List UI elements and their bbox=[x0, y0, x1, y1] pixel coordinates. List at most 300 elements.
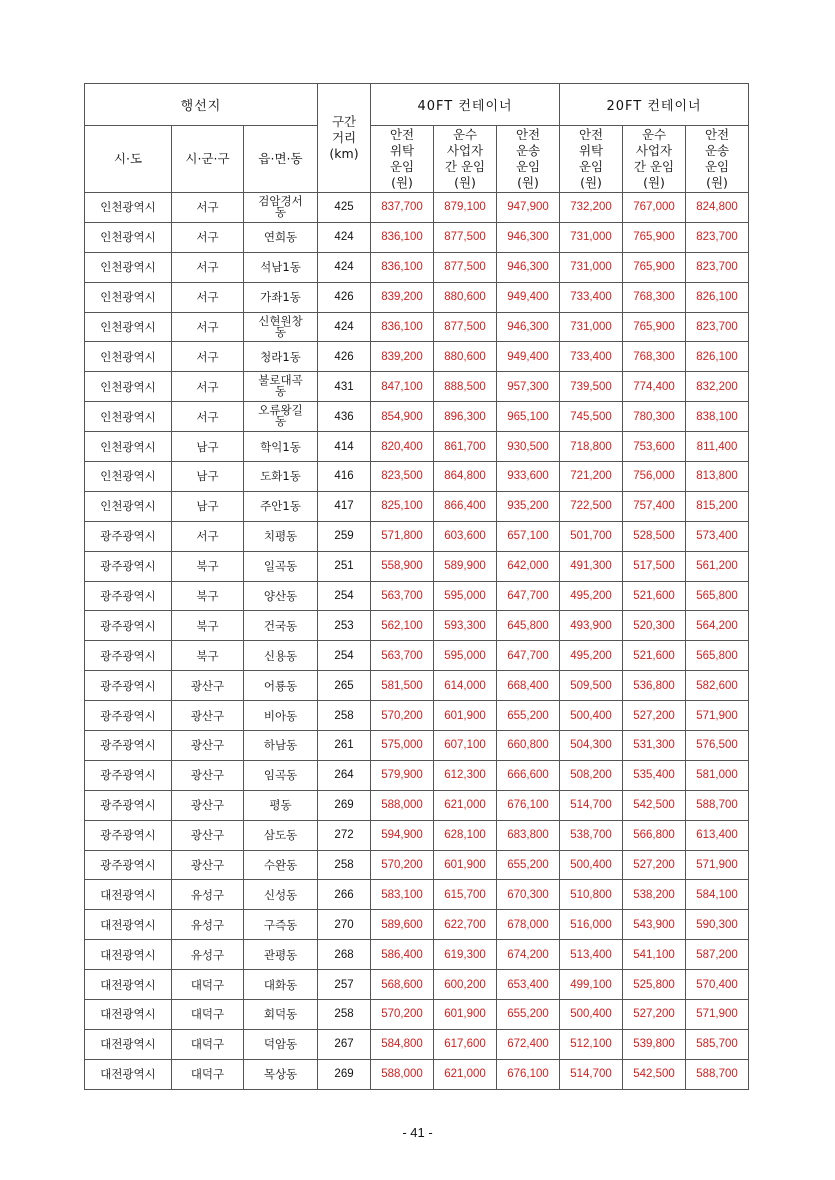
cell-sigungu: 서구 bbox=[172, 402, 244, 432]
cell-40ft-consign: 839,200 bbox=[371, 282, 434, 312]
table-row bbox=[85, 342, 749, 372]
header-40ft: 40FT 컨테이너 bbox=[371, 84, 560, 126]
cell-dong bbox=[244, 701, 318, 731]
cell-20ft-transport: 813,800 bbox=[686, 462, 749, 492]
header-40ft-transport-rate: 안전 운송 운임 (원) bbox=[497, 126, 560, 193]
table-row bbox=[85, 581, 749, 611]
cell-40ft-carrier: 880,600 bbox=[434, 342, 497, 372]
cell-sigungu: 서구 bbox=[172, 342, 244, 372]
cell-dong bbox=[244, 611, 318, 641]
cell-20ft-transport: 585,700 bbox=[686, 1029, 749, 1059]
cell-distance: 251 bbox=[318, 551, 371, 581]
cell-sigungu: 유성구 bbox=[172, 910, 244, 940]
cell-40ft-transport: 946,300 bbox=[497, 312, 560, 342]
cell-20ft-transport: 588,700 bbox=[686, 790, 749, 820]
cell-40ft-carrier: 621,000 bbox=[434, 790, 497, 820]
table-row bbox=[85, 611, 749, 641]
cell-40ft-carrier: 877,500 bbox=[434, 222, 497, 252]
cell-distance: 253 bbox=[318, 611, 371, 641]
cell-20ft-transport: 561,200 bbox=[686, 551, 749, 581]
cell-dong bbox=[244, 581, 318, 611]
table-row bbox=[85, 521, 749, 551]
cell-dong bbox=[244, 880, 318, 910]
cell-40ft-carrier: 612,300 bbox=[434, 760, 497, 790]
dong-name: 신성동 bbox=[263, 887, 298, 902]
cell-20ft-consign: 514,700 bbox=[560, 1059, 623, 1089]
cell-40ft-carrier: 864,800 bbox=[434, 462, 497, 492]
cell-40ft-carrier: 879,100 bbox=[434, 193, 497, 223]
cell-sigungu: 북구 bbox=[172, 581, 244, 611]
cell-20ft-transport: 581,000 bbox=[686, 760, 749, 790]
cell-distance: 431 bbox=[318, 372, 371, 402]
header-40ft-consign-rate: 안전 위탁 운임 (원) bbox=[371, 126, 434, 193]
cell-20ft-transport: 613,400 bbox=[686, 820, 749, 850]
table-row bbox=[85, 491, 749, 521]
cell-sigungu: 남구 bbox=[172, 432, 244, 462]
cell-20ft-transport: 587,200 bbox=[686, 940, 749, 970]
cell-20ft-carrier: 528,500 bbox=[623, 521, 686, 551]
cell-40ft-consign: 586,400 bbox=[371, 940, 434, 970]
cell-40ft-transport: 676,100 bbox=[497, 1059, 560, 1089]
dong-name: 임곡동 bbox=[263, 768, 298, 783]
table-row bbox=[85, 880, 749, 910]
cell-20ft-carrier: 774,400 bbox=[623, 372, 686, 402]
cell-sigungu: 대덕구 bbox=[172, 970, 244, 1000]
cell-40ft-consign: 836,100 bbox=[371, 312, 434, 342]
cell-sigungu: 서구 bbox=[172, 312, 244, 342]
dong-name: 불로대곡 동 bbox=[258, 373, 303, 399]
cell-40ft-carrier: 877,500 bbox=[434, 252, 497, 282]
cell-40ft-carrier: 861,700 bbox=[434, 432, 497, 462]
cell-sigungu: 서구 bbox=[172, 252, 244, 282]
cell-sido: 인천광역시 bbox=[85, 222, 172, 252]
cell-20ft-carrier: 566,800 bbox=[623, 820, 686, 850]
cell-sigungu: 유성구 bbox=[172, 940, 244, 970]
cell-sido: 인천광역시 bbox=[85, 402, 172, 432]
cell-dong bbox=[244, 850, 318, 880]
cell-20ft-consign: 495,200 bbox=[560, 581, 623, 611]
cell-sido: 광주광역시 bbox=[85, 701, 172, 731]
cell-distance: 424 bbox=[318, 312, 371, 342]
cell-40ft-carrier: 877,500 bbox=[434, 312, 497, 342]
cell-20ft-carrier: 527,200 bbox=[623, 850, 686, 880]
table-row bbox=[85, 671, 749, 701]
dong-name: 덕암동 bbox=[263, 1037, 298, 1052]
cell-dong bbox=[244, 193, 318, 223]
cell-40ft-carrier: 628,100 bbox=[434, 820, 497, 850]
cell-dong bbox=[244, 910, 318, 940]
cell-dong bbox=[244, 491, 318, 521]
dong-name: 수완동 bbox=[263, 858, 298, 873]
header-sigungu: 시·군·구 bbox=[172, 126, 244, 193]
cell-40ft-transport: 657,100 bbox=[497, 521, 560, 551]
cell-sigungu: 북구 bbox=[172, 641, 244, 671]
cell-40ft-consign: 854,900 bbox=[371, 402, 434, 432]
cell-sido: 광주광역시 bbox=[85, 760, 172, 790]
cell-20ft-carrier: 768,300 bbox=[623, 282, 686, 312]
cell-20ft-consign: 732,200 bbox=[560, 193, 623, 223]
dong-name: 목상동 bbox=[263, 1067, 298, 1082]
cell-distance: 424 bbox=[318, 252, 371, 282]
cell-dong bbox=[244, 820, 318, 850]
cell-sido: 광주광역시 bbox=[85, 641, 172, 671]
cell-sigungu: 남구 bbox=[172, 491, 244, 521]
cell-40ft-carrier: 601,900 bbox=[434, 701, 497, 731]
cell-40ft-consign: 568,600 bbox=[371, 970, 434, 1000]
cell-distance: 258 bbox=[318, 701, 371, 731]
cell-20ft-carrier: 531,300 bbox=[623, 731, 686, 761]
cell-40ft-consign: 588,000 bbox=[371, 790, 434, 820]
cell-20ft-carrier: 541,100 bbox=[623, 940, 686, 970]
cell-40ft-carrier: 621,000 bbox=[434, 1059, 497, 1089]
table-row bbox=[85, 760, 749, 790]
cell-sido: 인천광역시 bbox=[85, 432, 172, 462]
cell-20ft-transport: 584,100 bbox=[686, 880, 749, 910]
cell-20ft-carrier: 536,800 bbox=[623, 671, 686, 701]
cell-40ft-transport: 674,200 bbox=[497, 940, 560, 970]
cell-20ft-consign: 491,300 bbox=[560, 551, 623, 581]
cell-20ft-consign: 499,100 bbox=[560, 970, 623, 1000]
cell-sigungu: 남구 bbox=[172, 462, 244, 492]
cell-40ft-consign: 584,800 bbox=[371, 1029, 434, 1059]
cell-20ft-carrier: 765,900 bbox=[623, 222, 686, 252]
cell-dong bbox=[244, 1000, 318, 1030]
cell-20ft-carrier: 768,300 bbox=[623, 342, 686, 372]
cell-sigungu: 대덕구 bbox=[172, 1029, 244, 1059]
header-sido: 시·도 bbox=[85, 126, 172, 193]
cell-sido: 광주광역시 bbox=[85, 850, 172, 880]
cell-dong bbox=[244, 760, 318, 790]
cell-sigungu: 북구 bbox=[172, 551, 244, 581]
cell-20ft-transport: 826,100 bbox=[686, 282, 749, 312]
cell-20ft-consign: 538,700 bbox=[560, 820, 623, 850]
cell-sigungu: 서구 bbox=[172, 372, 244, 402]
cell-20ft-carrier: 527,200 bbox=[623, 701, 686, 731]
table-row bbox=[85, 970, 749, 1000]
cell-40ft-carrier: 622,700 bbox=[434, 910, 497, 940]
cell-20ft-consign: 500,400 bbox=[560, 701, 623, 731]
dong-name: 건국동 bbox=[263, 618, 298, 633]
dong-name: 도화1동 bbox=[260, 469, 301, 484]
cell-40ft-consign: 563,700 bbox=[371, 641, 434, 671]
cell-sigungu: 광산구 bbox=[172, 701, 244, 731]
cell-sigungu: 서구 bbox=[172, 521, 244, 551]
cell-distance: 266 bbox=[318, 880, 371, 910]
cell-40ft-transport: 947,900 bbox=[497, 193, 560, 223]
cell-20ft-transport: 564,200 bbox=[686, 611, 749, 641]
cell-40ft-carrier: 600,200 bbox=[434, 970, 497, 1000]
cell-sigungu: 대덕구 bbox=[172, 1059, 244, 1089]
cell-dong bbox=[244, 1029, 318, 1059]
cell-sido: 광주광역시 bbox=[85, 820, 172, 850]
cell-40ft-carrier: 601,900 bbox=[434, 1000, 497, 1030]
cell-40ft-consign: 820,400 bbox=[371, 432, 434, 462]
cell-40ft-transport: 930,500 bbox=[497, 432, 560, 462]
table-row bbox=[85, 312, 749, 342]
cell-20ft-carrier: 521,600 bbox=[623, 641, 686, 671]
cell-sido: 인천광역시 bbox=[85, 372, 172, 402]
cell-40ft-transport: 683,800 bbox=[497, 820, 560, 850]
cell-40ft-consign: 825,100 bbox=[371, 491, 434, 521]
cell-40ft-carrier: 615,700 bbox=[434, 880, 497, 910]
cell-sido: 인천광역시 bbox=[85, 491, 172, 521]
cell-distance: 254 bbox=[318, 641, 371, 671]
cell-distance: 267 bbox=[318, 1029, 371, 1059]
cell-sido: 인천광역시 bbox=[85, 252, 172, 282]
cell-distance: 269 bbox=[318, 1059, 371, 1089]
dong-name: 양산동 bbox=[263, 589, 298, 604]
cell-20ft-carrier: 767,000 bbox=[623, 193, 686, 223]
dong-name: 주안1동 bbox=[260, 499, 301, 514]
cell-20ft-carrier: 517,500 bbox=[623, 551, 686, 581]
cell-sido: 광주광역시 bbox=[85, 581, 172, 611]
table-body bbox=[85, 193, 749, 1090]
cell-20ft-carrier: 520,300 bbox=[623, 611, 686, 641]
cell-20ft-consign: 504,300 bbox=[560, 731, 623, 761]
cell-distance: 269 bbox=[318, 790, 371, 820]
cell-40ft-consign: 583,100 bbox=[371, 880, 434, 910]
cell-distance: 426 bbox=[318, 282, 371, 312]
dong-name: 치평동 bbox=[263, 529, 298, 544]
cell-sido: 대전광역시 bbox=[85, 910, 172, 940]
cell-distance: 268 bbox=[318, 940, 371, 970]
cell-40ft-transport: 672,400 bbox=[497, 1029, 560, 1059]
dong-name: 오류왕길 동 bbox=[258, 403, 303, 429]
cell-distance: 257 bbox=[318, 970, 371, 1000]
cell-40ft-carrier: 589,900 bbox=[434, 551, 497, 581]
table-row bbox=[85, 282, 749, 312]
cell-40ft-transport: 647,700 bbox=[497, 581, 560, 611]
cell-sido: 광주광역시 bbox=[85, 731, 172, 761]
cell-40ft-transport: 642,000 bbox=[497, 551, 560, 581]
cell-sido: 인천광역시 bbox=[85, 342, 172, 372]
cell-40ft-carrier: 619,300 bbox=[434, 940, 497, 970]
cell-40ft-consign: 571,800 bbox=[371, 521, 434, 551]
cell-40ft-consign: 588,000 bbox=[371, 1059, 434, 1089]
dong-name: 검암경서 동 bbox=[258, 193, 303, 219]
cell-20ft-transport: 571,900 bbox=[686, 701, 749, 731]
cell-dong bbox=[244, 252, 318, 282]
cell-40ft-transport: 653,400 bbox=[497, 970, 560, 1000]
cell-40ft-transport: 935,200 bbox=[497, 491, 560, 521]
cell-dong bbox=[244, 402, 318, 432]
cell-40ft-consign: 579,900 bbox=[371, 760, 434, 790]
cell-40ft-transport: 668,400 bbox=[497, 671, 560, 701]
cell-20ft-consign: 512,100 bbox=[560, 1029, 623, 1059]
cell-distance: 426 bbox=[318, 342, 371, 372]
cell-sigungu: 광산구 bbox=[172, 731, 244, 761]
cell-40ft-carrier: 614,000 bbox=[434, 671, 497, 701]
cell-20ft-consign: 733,400 bbox=[560, 342, 623, 372]
table-row bbox=[85, 1000, 749, 1030]
cell-sigungu: 광산구 bbox=[172, 790, 244, 820]
cell-20ft-consign: 745,500 bbox=[560, 402, 623, 432]
cell-20ft-consign: 721,200 bbox=[560, 462, 623, 492]
cell-20ft-transport: 823,700 bbox=[686, 312, 749, 342]
cell-20ft-transport: 832,200 bbox=[686, 372, 749, 402]
dong-name: 대화동 bbox=[263, 977, 298, 992]
cell-sido: 대전광역시 bbox=[85, 1029, 172, 1059]
header-20ft: 20FT 컨테이너 bbox=[560, 84, 749, 126]
cell-sido: 대전광역시 bbox=[85, 880, 172, 910]
cell-40ft-consign: 847,100 bbox=[371, 372, 434, 402]
cell-40ft-consign: 839,200 bbox=[371, 342, 434, 372]
dong-name: 청라1동 bbox=[260, 349, 301, 364]
table-row bbox=[85, 1059, 749, 1089]
cell-40ft-transport: 933,600 bbox=[497, 462, 560, 492]
cell-40ft-transport: 655,200 bbox=[497, 701, 560, 731]
cell-20ft-transport: 565,800 bbox=[686, 641, 749, 671]
cell-40ft-consign: 570,200 bbox=[371, 850, 434, 880]
cell-20ft-carrier: 756,000 bbox=[623, 462, 686, 492]
cell-20ft-transport: 811,400 bbox=[686, 432, 749, 462]
cell-20ft-transport: 571,900 bbox=[686, 850, 749, 880]
cell-20ft-consign: 495,200 bbox=[560, 641, 623, 671]
cell-40ft-carrier: 595,000 bbox=[434, 641, 497, 671]
cell-dong bbox=[244, 671, 318, 701]
cell-40ft-consign: 594,900 bbox=[371, 820, 434, 850]
cell-20ft-consign: 514,700 bbox=[560, 790, 623, 820]
cell-sigungu: 대덕구 bbox=[172, 1000, 244, 1030]
table-row bbox=[85, 731, 749, 761]
cell-distance: 264 bbox=[318, 760, 371, 790]
cell-distance: 417 bbox=[318, 491, 371, 521]
cell-40ft-consign: 570,200 bbox=[371, 1000, 434, 1030]
cell-20ft-carrier: 780,300 bbox=[623, 402, 686, 432]
cell-dong bbox=[244, 432, 318, 462]
cell-distance: 416 bbox=[318, 462, 371, 492]
cell-20ft-transport: 582,600 bbox=[686, 671, 749, 701]
cell-sigungu: 유성구 bbox=[172, 880, 244, 910]
cell-40ft-transport: 660,800 bbox=[497, 731, 560, 761]
cell-20ft-transport: 565,800 bbox=[686, 581, 749, 611]
cell-20ft-carrier: 753,600 bbox=[623, 432, 686, 462]
header-destination: 행선지 bbox=[85, 84, 318, 126]
cell-dong bbox=[244, 790, 318, 820]
cell-distance: 258 bbox=[318, 1000, 371, 1030]
cell-40ft-consign: 836,100 bbox=[371, 222, 434, 252]
table-row bbox=[85, 701, 749, 731]
cell-sido: 대전광역시 bbox=[85, 1000, 172, 1030]
cell-40ft-consign: 558,900 bbox=[371, 551, 434, 581]
cell-dong bbox=[244, 521, 318, 551]
cell-20ft-consign: 500,400 bbox=[560, 1000, 623, 1030]
dong-name: 신현원창 동 bbox=[258, 313, 303, 339]
cell-40ft-transport: 946,300 bbox=[497, 252, 560, 282]
cell-20ft-carrier: 543,900 bbox=[623, 910, 686, 940]
cell-20ft-transport: 571,900 bbox=[686, 1000, 749, 1030]
cell-sido: 광주광역시 bbox=[85, 611, 172, 641]
cell-40ft-consign: 581,500 bbox=[371, 671, 434, 701]
cell-20ft-transport: 576,500 bbox=[686, 731, 749, 761]
dong-name: 연희동 bbox=[263, 230, 298, 245]
header-40ft-carrier-rate: 운수 사업자 간 운임 (원) bbox=[434, 126, 497, 193]
table-row bbox=[85, 222, 749, 252]
cell-40ft-transport: 670,300 bbox=[497, 880, 560, 910]
cell-sigungu: 서구 bbox=[172, 222, 244, 252]
cell-40ft-consign: 837,700 bbox=[371, 193, 434, 223]
cell-20ft-transport: 590,300 bbox=[686, 910, 749, 940]
cell-dong bbox=[244, 462, 318, 492]
cell-40ft-transport: 946,300 bbox=[497, 222, 560, 252]
table-row bbox=[85, 641, 749, 671]
cell-20ft-consign: 516,000 bbox=[560, 910, 623, 940]
cell-40ft-carrier: 593,300 bbox=[434, 611, 497, 641]
dong-name: 일곡동 bbox=[263, 559, 298, 574]
header-20ft-consign-rate: 안전 위탁 운임 (원) bbox=[560, 126, 623, 193]
cell-sigungu: 광산구 bbox=[172, 820, 244, 850]
cell-40ft-carrier: 880,600 bbox=[434, 282, 497, 312]
cell-20ft-transport: 824,800 bbox=[686, 193, 749, 223]
cell-20ft-carrier: 542,500 bbox=[623, 790, 686, 820]
dong-name: 구즉동 bbox=[263, 917, 298, 932]
cell-dong bbox=[244, 970, 318, 1000]
cell-20ft-transport: 570,400 bbox=[686, 970, 749, 1000]
cell-40ft-consign: 836,100 bbox=[371, 252, 434, 282]
cell-20ft-carrier: 765,900 bbox=[623, 312, 686, 342]
cell-40ft-consign: 563,700 bbox=[371, 581, 434, 611]
cell-20ft-consign: 501,700 bbox=[560, 521, 623, 551]
cell-40ft-transport: 676,100 bbox=[497, 790, 560, 820]
cell-20ft-transport: 815,200 bbox=[686, 491, 749, 521]
cell-20ft-consign: 493,900 bbox=[560, 611, 623, 641]
cell-20ft-consign: 718,800 bbox=[560, 432, 623, 462]
cell-sido: 광주광역시 bbox=[85, 521, 172, 551]
cell-20ft-carrier: 542,500 bbox=[623, 1059, 686, 1089]
dong-name: 가좌1동 bbox=[260, 290, 301, 305]
table-row bbox=[85, 432, 749, 462]
cell-20ft-consign: 510,800 bbox=[560, 880, 623, 910]
cell-20ft-carrier: 757,400 bbox=[623, 491, 686, 521]
cell-40ft-transport: 666,600 bbox=[497, 760, 560, 790]
cell-40ft-carrier: 617,600 bbox=[434, 1029, 497, 1059]
dong-name: 회덕동 bbox=[263, 1007, 298, 1022]
cell-20ft-transport: 823,700 bbox=[686, 252, 749, 282]
cell-40ft-transport: 678,000 bbox=[497, 910, 560, 940]
table-row bbox=[85, 910, 749, 940]
table-row bbox=[85, 193, 749, 223]
table-row bbox=[85, 402, 749, 432]
cell-40ft-carrier: 866,400 bbox=[434, 491, 497, 521]
cell-40ft-consign: 562,100 bbox=[371, 611, 434, 641]
cell-20ft-transport: 588,700 bbox=[686, 1059, 749, 1089]
cell-40ft-carrier: 603,600 bbox=[434, 521, 497, 551]
header-distance: 구간 거리 (km) bbox=[318, 84, 371, 193]
cell-20ft-carrier: 765,900 bbox=[623, 252, 686, 282]
cell-sigungu: 광산구 bbox=[172, 671, 244, 701]
cell-sido: 인천광역시 bbox=[85, 282, 172, 312]
cell-20ft-consign: 508,200 bbox=[560, 760, 623, 790]
cell-dong bbox=[244, 551, 318, 581]
cell-sido: 광주광역시 bbox=[85, 551, 172, 581]
cell-sigungu: 광산구 bbox=[172, 850, 244, 880]
dong-name: 관평동 bbox=[263, 947, 298, 962]
cell-sido: 인천광역시 bbox=[85, 462, 172, 492]
header-eupmyeondong: 읍·면·동 bbox=[244, 126, 318, 193]
table-row bbox=[85, 820, 749, 850]
cell-distance: 261 bbox=[318, 731, 371, 761]
cell-sido: 대전광역시 bbox=[85, 940, 172, 970]
cell-distance: 265 bbox=[318, 671, 371, 701]
cell-20ft-consign: 513,400 bbox=[560, 940, 623, 970]
cell-20ft-carrier: 521,600 bbox=[623, 581, 686, 611]
cell-distance: 272 bbox=[318, 820, 371, 850]
cell-40ft-carrier: 601,900 bbox=[434, 850, 497, 880]
cell-sido: 광주광역시 bbox=[85, 671, 172, 701]
cell-dong bbox=[244, 641, 318, 671]
dong-name: 평동 bbox=[269, 798, 292, 813]
cell-40ft-transport: 949,400 bbox=[497, 342, 560, 372]
